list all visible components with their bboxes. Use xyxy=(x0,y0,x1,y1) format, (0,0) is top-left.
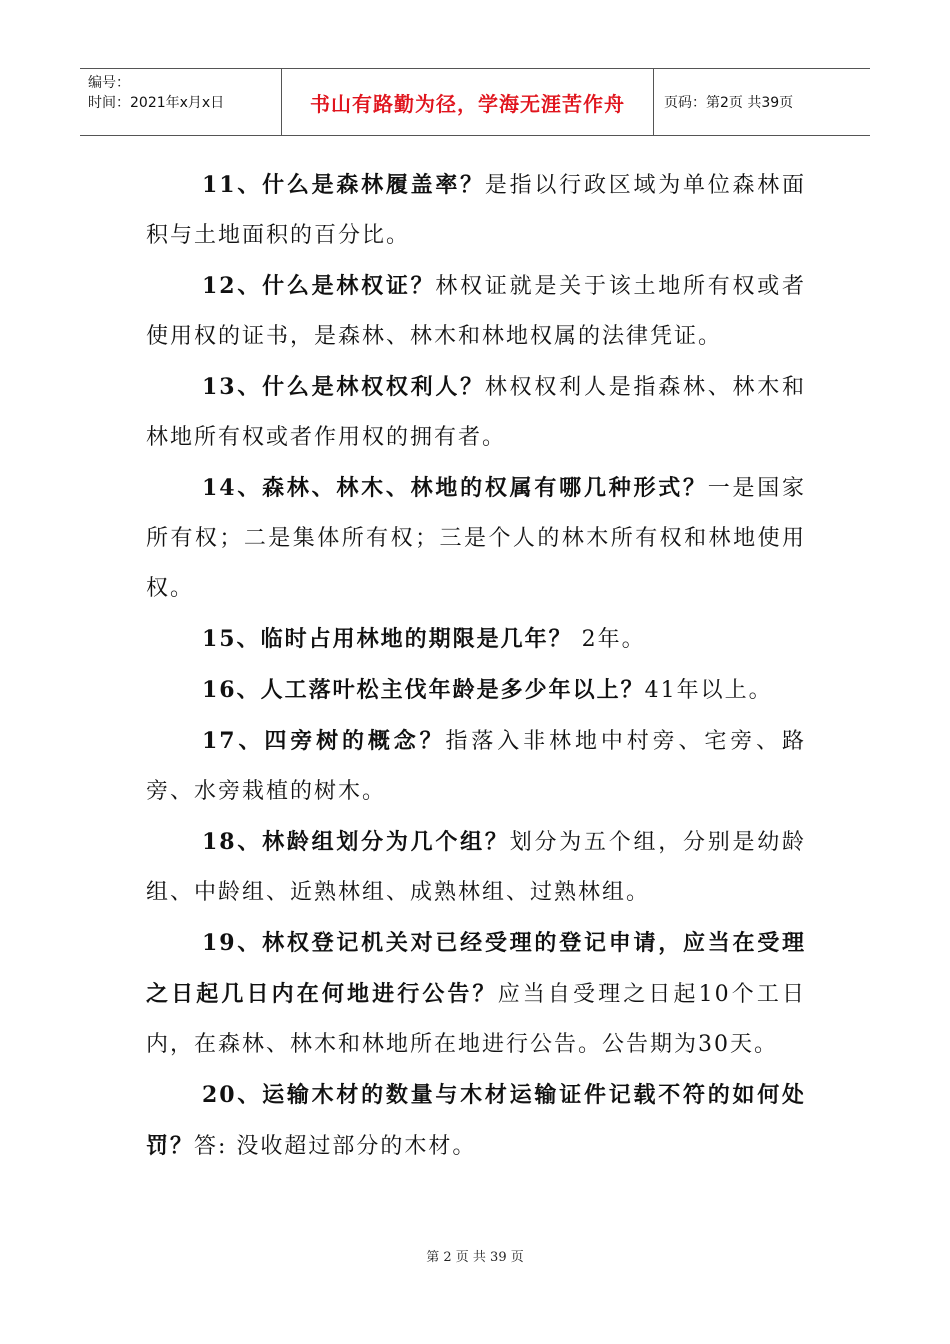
qa-item-12 xyxy=(146,261,806,362)
header-page-info: 页码：第2页 共39页 xyxy=(664,95,794,111)
header-meta xyxy=(80,69,282,135)
answer: 应当自受理之日起10个工日内，在森林、林木和林地所在地进行公告。公告期为30天。 xyxy=(146,982,806,1057)
question: 11、什么是森林履盖率？ xyxy=(202,172,485,198)
qa-item-13 xyxy=(146,362,806,463)
question: 15、临时占用林地的期限是几年？ xyxy=(202,626,573,652)
answer: 2年。 xyxy=(572,627,646,652)
answer: 答: 没收超过部分的木材。 xyxy=(194,1134,477,1159)
question: 19、林权登记机关对已经受理的登记申请，应当在受理之日起几日内在何地进行公告？ xyxy=(146,930,806,1007)
answer: 41年以上。 xyxy=(644,678,773,703)
answer: 林权证就是关于该土地所有权或者使用权的证书，是森林、林木和林地权属的法律凭证。 xyxy=(146,274,806,349)
question: 20、运输木材的数量与木材运输证件记载不符的如何处罚？ xyxy=(146,1082,806,1159)
question: 14、森林、林木、林地的权属有哪几种形式？ xyxy=(202,475,708,501)
document-date: 时间：2021年x月x日 xyxy=(88,95,225,111)
qa-item-16 xyxy=(146,665,806,716)
qa-item-11 xyxy=(146,160,806,261)
qa-item-17 xyxy=(146,716,806,817)
qa-item-18 xyxy=(146,817,806,918)
answer: 林权权利人是指森林、林木和林地所有权或者作用权的拥有者。 xyxy=(146,375,806,450)
answer: 一是国家所有权；二是集体所有权；三是个人的林木所有权和林地使用权。 xyxy=(146,476,806,601)
answer: 是指以行政区域为单位森林面积与土地面积的百分比。 xyxy=(146,173,806,248)
qa-item-15 xyxy=(146,614,806,665)
answer: 指落入非林地中村旁、宅旁、路旁、水旁栽植的树木。 xyxy=(146,729,806,804)
question: 17、四旁树的概念？ xyxy=(202,728,446,754)
header-motto-cell xyxy=(282,69,654,135)
question: 16、人工落叶松主伐年龄是多少年以上？ xyxy=(202,677,645,703)
qa-item-19 xyxy=(146,918,806,1070)
question: 13、什么是林权权利人？ xyxy=(202,374,485,400)
answer: 划分为五个组，分别是幼龄组、中龄组、近熟林组、成熟林组、过熟林组。 xyxy=(146,830,806,905)
document-number-label: 编号： xyxy=(88,75,130,91)
qa-item-20 xyxy=(146,1070,806,1172)
question: 12、什么是林权证？ xyxy=(202,273,436,299)
qa-item-14 xyxy=(146,463,806,614)
page-header xyxy=(80,68,870,136)
qa-content xyxy=(146,160,806,1172)
header-motto: 书山有路勤为径，学海无涯苦作舟 xyxy=(310,91,625,116)
page-footer: 第 2 页 共 39 页 xyxy=(426,1250,524,1265)
question: 18、林龄组划分为几个组？ xyxy=(202,829,510,855)
